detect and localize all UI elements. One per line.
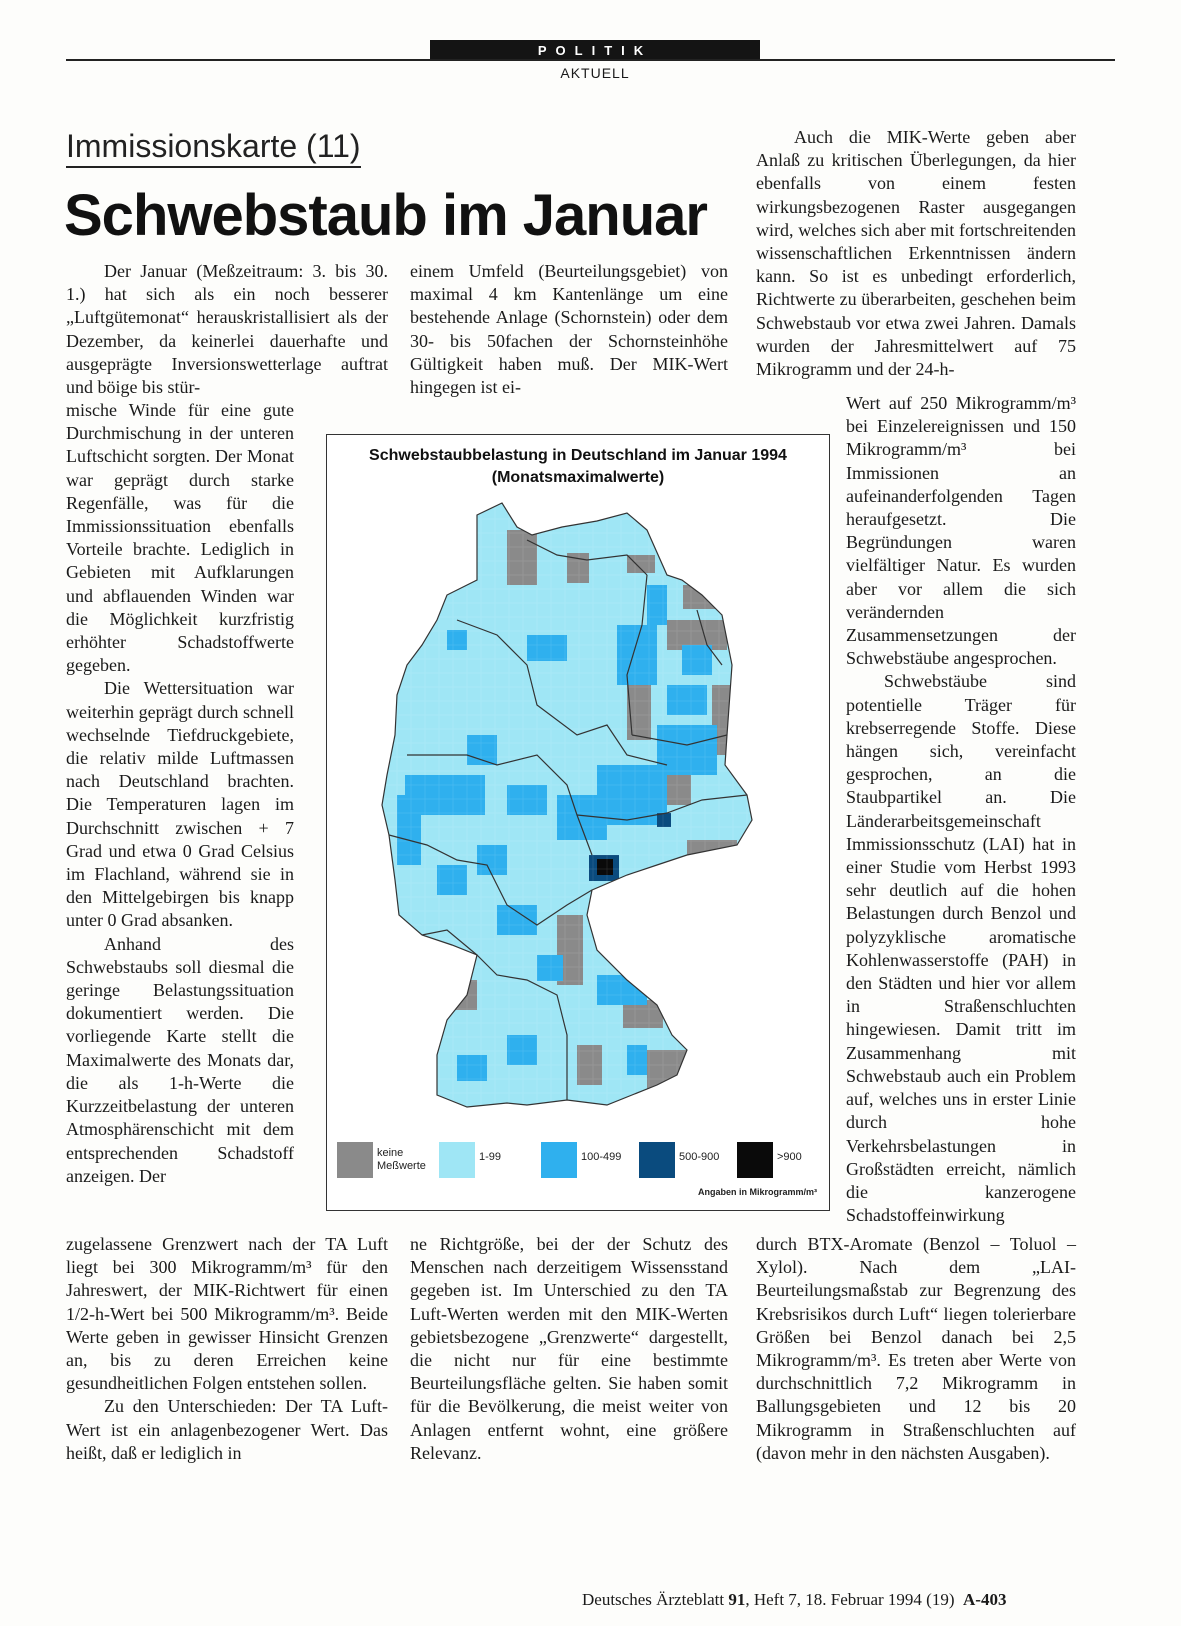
- figure-title-line-1: Schwebstaubbelastung in Deutschland im Januar 1994: [369, 447, 787, 464]
- paragraph: Die Wettersituation war weiterhin geprägt durch schnell wechselnde Tiefdruckgebiete, die relativ milde Luftmassen nach Deutschland brachten. Die Temperaturen lagen im Durchschnitt zwischen + 7 Grad und etwa 0 Grad Celsius im Flachland, während sie in den Mittelgebirgen bis knapp unter 0 Grad absanken.: [66, 678, 294, 931]
- legend-label-1-99: 1-99: [479, 1151, 502, 1163]
- subsection-label: AKTUELL: [560, 65, 630, 81]
- column-3-bottom: [756, 1233, 1076, 1465]
- legend-label-500-900: 500-900: [679, 1151, 720, 1163]
- header-rule: [66, 59, 1115, 61]
- column-3-narrow: [846, 392, 1076, 1227]
- column-1-bottom: [66, 1233, 388, 1465]
- legend-swatch-100-499: [541, 1142, 577, 1178]
- paragraph: Der Januar (Meßzeitraum: 3. bis 30. 1.) hat sich als ein noch besserer „Luftgütemonat“ herauskristallisiert als der Dezember, da keinerlei dauerhafte und ausgeprägte Inversionswetterlage auftrat und böige bis stür-: [66, 261, 388, 398]
- immission-map-figure: [326, 434, 830, 1211]
- germany-map: [327, 435, 829, 1210]
- column-3-top: [756, 126, 1076, 381]
- paragraph: ne Richtgröße, bei der der Schutz des Menschen nach derzeitigem Wissensstand gegeben ist. Im Unterschied zu den TA Luft-Werten werden mit den MIK-Werten gebietsbezogene „Grenzwerte“ dargestellt, die nicht nur für eine bestimmte Beurteilungsfläche gelten. Sie haben somit für die Bevölkerung, die meist weiter von Anlagen entfernt wohnt, eine größere Relevanz.: [410, 1234, 728, 1463]
- column-2-bottom: [410, 1233, 728, 1465]
- footer-volume: 91: [728, 1590, 746, 1609]
- legend-swatch-over-900: [737, 1142, 773, 1178]
- article-headline: Schwebstaub im Januar: [64, 183, 707, 248]
- paragraph: durch BTX-Aromate (Benzol – Toluol – Xylol). Nach dem „LAI-Beurteilungsmaßstab zur Begrenzung des Krebsrisikos durch Luft“ liegen tolerierbare Größen bei Benzol danach bei 2,5 Mikrogramm/m³. Es treten aber Werte von durchschnittlich 7,2 Mikrogramm in Ballungsgebieten und 12 bis 20 Mikrogramm in Straßenschluchten auf (davon mehr in den nächsten Ausgaben).: [756, 1234, 1076, 1463]
- legend-label-no-data: keine Meßwerte: [377, 1147, 426, 1172]
- paragraph: mische Winde für eine gute Durchmischung in der unteren Luftschicht sorgten. Der Monat war geprägt durch starke Regenfälle, was für die Immissionssituation ebenfalls Vorteile brachte. Lediglich in Gebieten mit Aufklarungen und abflauenden Winden war die Möglichkeit kurzfristig erhöhter Schadstoffwerte gegeben.: [66, 400, 294, 676]
- legend-label-over-900: >900: [777, 1151, 802, 1163]
- legend-swatch-1-99: [439, 1142, 475, 1178]
- legend-swatch-no-data: [337, 1142, 373, 1178]
- page-footer: [582, 1590, 1006, 1610]
- column-2-top: [410, 260, 728, 399]
- paragraph: Zu den Unterschieden: Der TA Luft-Wert ist ein anlagenbezogener Wert. Das heißt, daß er lediglich in: [66, 1396, 388, 1463]
- paragraph: Auch die MIK-Werte geben aber Anlaß zu kritischen Überlegungen, da hier ebenfalls von einem festen wirkungsbezogenen Raster ausgegangen wird, welches sich aber mit fortschreitenden wissenschaftlichen Erkenntnissen ändern kann. So ist es unbedingt erforderlich, Richtwerte zu überarbeiten, geschehen beim Schwebstaub vor etwa zwei Jahren. Damals wurden der Jahresmittelwert auf 75 Mikrogramm und der 24-h-: [756, 127, 1076, 380]
- footer-journal: Deutsches Ärzteblatt: [582, 1590, 725, 1609]
- footer-issue: , Heft 7, 18. Februar 1994 (19): [745, 1590, 955, 1609]
- paragraph: zugelassene Grenzwert nach der TA Luft liegt bei 300 Mikrogramm/m³ für den Jahreswert, der MIK-Richtwert für einen 1/2-h-Wert bei 500 Mikrogramm/m³. Beide Werte geben in gewisser Hinsicht Grenzen an, bis zu deren Erreichen keine gesundheitlichen Folgen entstehen sollen.: [66, 1234, 388, 1394]
- paragraph: einem Umfeld (Beurteilungsgebiet) von maximal 4 km Kantenlänge um eine bestehende Anlage (Schornstein) oder dem 30- bis 50fachen der Schornsteinhöhe Gültigkeit haben muß. Der MIK-Wert hingegen ist ei-: [410, 261, 728, 398]
- article-kicker: Immissionskarte (11): [66, 128, 361, 168]
- paragraph: Schwebstäube sind potentielle Träger für krebserregende Stoffe. Diese hängen sich, vereinfacht gesprochen, an die Staubpartikel an. Die Länderarbeitsgemeinschaft Immissionsschutz (LAI) hat in einer Studie vom Herbst 1993 sehr deutlich auf die hohen Belastungen durch Benzol und polyzyklische aromatische Kohlenwasserstoffe (PAH) in den Städten und hier vor allem in Straßenschluchten hingewiesen. Damit tritt im Zusammenhang mit Schwebstaub auch ein Problem auf, welches uns in erster Linie durch hohe Verkehrsbelastungen in Großstädten erreicht, nämlich die kanzerogene Schadstoffeinwirkung: [846, 671, 1076, 1226]
- section-label: POLITIK: [430, 40, 760, 61]
- paragraph: Wert auf 250 Mikrogramm/m³ bei Einzelereignissen und 150 Mikrogramm/m³ bei Immissionen an aufeinanderfolgenden Tagen heraufgesetzt. Die Begründungen waren vielfältiger Natur. Es wurden aber vor allem die sich verändernden Zusammensetzungen der Schwebstäube angesprochen.: [846, 393, 1076, 669]
- legend-label-100-499: 100-499: [581, 1151, 622, 1163]
- paragraph: Anhand des Schwebstaubs soll diesmal die geringe Belastungssituation dokumentiert werden. Die vorliegende Karte stellt die Maximalwerte des Monats dar, die als 1-h-Werte die Kurzzeitbelastung der unteren Atmosphärenschicht mit dem entsprechenden Schadstoff anzeigen. Der: [66, 933, 294, 1186]
- column-1-top: [66, 260, 388, 399]
- figure-unit-note: Angaben in Mikrogramm/m³: [697, 1187, 817, 1197]
- legend-swatch-500-900: [639, 1142, 675, 1178]
- footer-page-number: A-403: [963, 1590, 1007, 1609]
- column-1-narrow: [66, 399, 294, 1188]
- figure-title-line-2: (Monatsmaximalwerte): [491, 469, 665, 486]
